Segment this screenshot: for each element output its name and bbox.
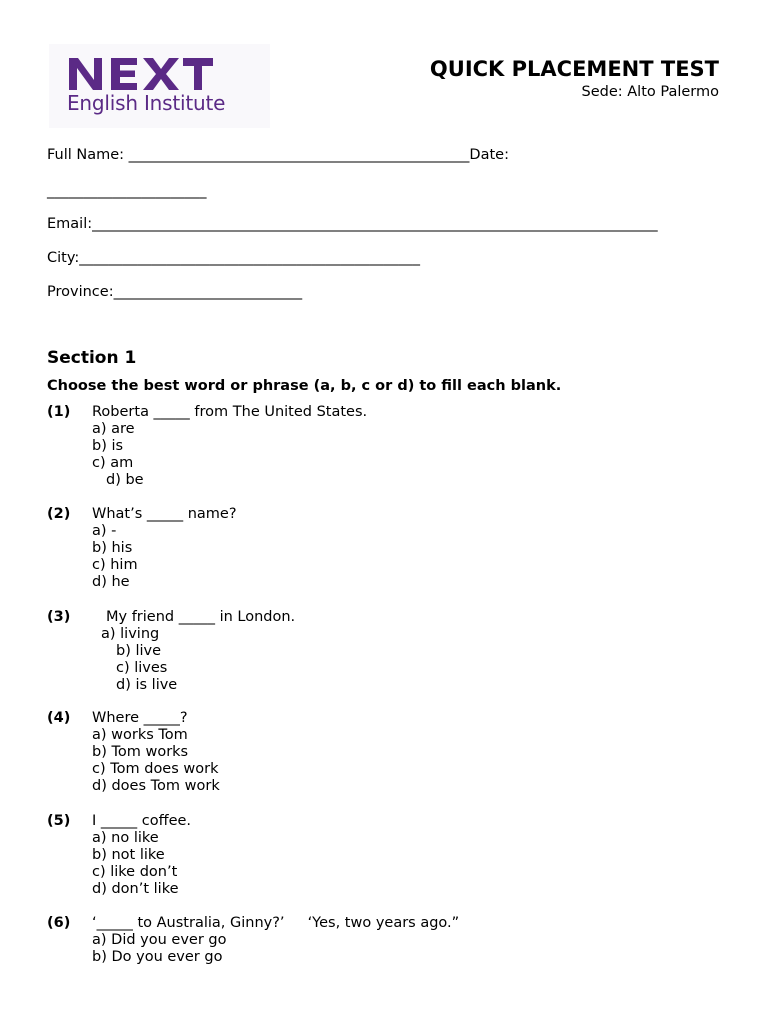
next-logo-mark: [67, 56, 243, 92]
option-a[interactable]: a) Did you ever go: [92, 932, 227, 948]
question-number: (1): [47, 404, 71, 420]
option-b[interactable]: b) Tom works: [92, 744, 189, 760]
full-name-field[interactable]: Full Name: _______________________________________________Date:: [47, 147, 509, 163]
option-d[interactable]: d) be: [106, 472, 144, 488]
question-text: Roberta _____ from The United States.: [92, 404, 368, 420]
option-b[interactable]: b) Do you ever go: [92, 949, 223, 965]
option-c[interactable]: c) like don’t: [92, 864, 178, 880]
question-number: (4): [47, 710, 71, 726]
option-c[interactable]: c) lives: [116, 660, 168, 676]
logo: [49, 44, 270, 128]
option-a[interactable]: a) -: [92, 523, 117, 539]
option-a[interactable]: a) living: [101, 626, 160, 642]
section-title: Section 1: [47, 348, 137, 368]
option-b[interactable]: b) live: [116, 643, 162, 659]
option-d[interactable]: d) don’t like: [92, 881, 179, 897]
question-number: (6): [47, 915, 71, 931]
option-d[interactable]: d) he: [92, 574, 130, 590]
option-a[interactable]: a) works Tom: [92, 727, 188, 743]
option-b[interactable]: b) his: [92, 540, 133, 556]
option-c[interactable]: c) Tom does work: [92, 761, 219, 777]
question-text: My friend _____ in London.: [106, 609, 296, 625]
question-text: I _____ coffee.: [92, 813, 192, 829]
logo-subtitle: English Institute: [67, 91, 226, 115]
option-c[interactable]: c) him: [92, 557, 138, 573]
city-field[interactable]: City:_______________________________________________: [47, 250, 420, 266]
option-d[interactable]: d) is live: [116, 677, 178, 693]
question-number: (3): [47, 609, 71, 625]
option-c[interactable]: c) am: [92, 455, 134, 471]
date-field[interactable]: ______________________: [47, 183, 207, 199]
page-title: QUICK PLACEMENT TEST: [429, 57, 719, 81]
province-field[interactable]: Province:__________________________: [47, 284, 303, 300]
campus-label: Sede: Alto Palermo: [581, 84, 719, 100]
question-number: (5): [47, 813, 71, 829]
email-field[interactable]: Email:______________________________________________________________________________: [47, 216, 658, 232]
question-text: Where _____?: [92, 710, 188, 726]
option-a[interactable]: a) are: [92, 421, 135, 437]
question-text: ‘_____ to Australia, Ginny?’ ‘Yes, two years ago.”: [92, 915, 460, 931]
option-b[interactable]: b) is: [92, 438, 124, 454]
option-d[interactable]: d) does Tom work: [92, 778, 220, 794]
option-a[interactable]: a) no like: [92, 830, 159, 846]
section-instructions: Choose the best word or phrase (a, b, c or d) to fill each blank.: [47, 378, 562, 394]
option-b[interactable]: b) not like: [92, 847, 165, 863]
question-number: (2): [47, 506, 71, 522]
question-text: What’s _____ name?: [92, 506, 237, 522]
